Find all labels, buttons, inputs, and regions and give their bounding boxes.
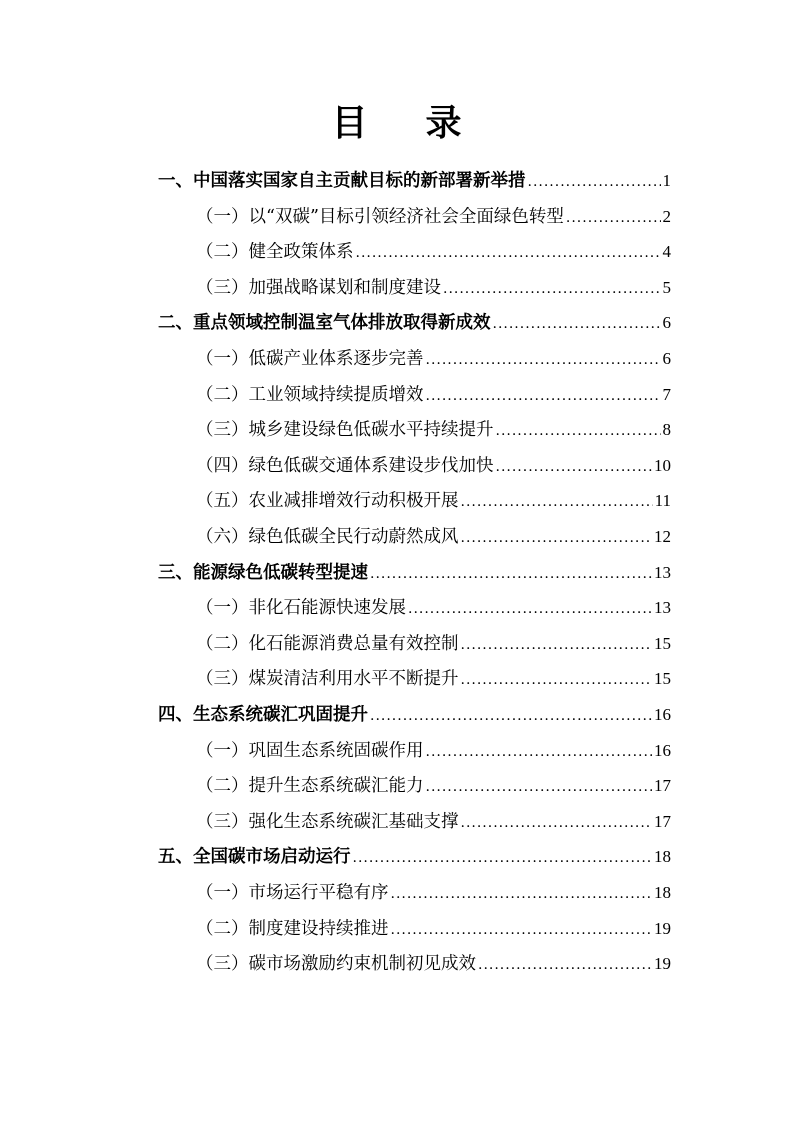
toc-dot-leader [426,775,653,799]
toc-entry-label: （三）城乡建设绿色低碳水平持续提升 [196,420,494,441]
page-title-char: 目 [331,102,368,144]
toc-dot-leader [391,918,653,942]
toc-dot-leader [408,597,652,621]
toc-dot-leader [461,668,653,692]
toc-subsection-entry[interactable] [196,810,671,834]
toc-entry-label: （三）煤炭清洁利用水平不断提升 [196,669,459,690]
toc-page-number: 13 [654,562,671,582]
toc-section-entry[interactable] [158,311,671,335]
toc-page-number: 17 [654,811,671,831]
toc-entry-label: （一）低碳产业体系逐步完善 [196,349,424,369]
toc-dot-leader [478,953,652,977]
toc-entry-label: （六）绿色低碳全民行动蔚然成风 [196,527,459,547]
toc-page-number: 19 [654,918,671,938]
toc-page-number: 4 [662,242,671,262]
toc-subsection-entry[interactable] [196,917,671,941]
toc-page-number: 8 [662,420,671,440]
toc-entry-label: （二）健全政策体系 [196,242,354,263]
toc-dot-leader [528,170,661,194]
toc-subsection-entry[interactable] [196,276,671,300]
toc-subsection-entry[interactable] [196,739,671,763]
toc-dot-leader [461,490,653,514]
toc-dot-leader [443,277,661,301]
toc-entry-label: 三、能源绿色低碳转型提速 [158,562,368,583]
toc-subsection-entry[interactable] [196,881,671,905]
toc-dot-leader [426,384,661,408]
toc-dot-leader [461,633,653,657]
toc-page-number: 6 [662,349,671,368]
toc-subsection-entry[interactable] [196,205,671,229]
toc-dot-leader [426,348,661,372]
toc-entry-label: （二）制度建设持续推进 [196,918,389,939]
toc-subsection-entry[interactable] [196,632,671,656]
toc-entry-label: （二）工业领域持续提质增效 [196,384,424,405]
toc-page-number: 18 [654,883,671,902]
toc-subsection-entry[interactable] [196,383,671,407]
toc-entry-label: （三）强化生态系统碳汇基础支撑 [196,811,459,832]
toc-dot-leader [370,704,652,728]
toc-dot-leader [566,206,661,230]
toc-page-number: 12 [654,527,671,546]
toc-page-number: 16 [654,740,671,760]
toc-entry-label: 五、全国碳市场启动运行 [158,847,351,868]
page-title-char: 录 [425,102,462,144]
toc-page-number: 1 [662,171,671,190]
toc-section-entry[interactable] [158,703,671,727]
toc-dot-leader [391,882,653,906]
toc-entry-label: （二）提升生态系统碳汇能力 [196,776,424,797]
toc-entry-label: （一）巩固生态系统固碳作用 [196,740,424,761]
toc-dot-leader [356,241,661,265]
toc-page-number: 2 [662,206,671,226]
toc-page-number: 5 [662,277,671,297]
toc-page-number: 13 [654,598,671,618]
toc-subsection-entry[interactable] [196,454,671,478]
toc-dot-leader [370,562,652,586]
toc-section-entry[interactable] [158,169,671,193]
toc-subsection-entry[interactable] [196,596,671,620]
toc-page-number: 19 [654,954,671,974]
toc-entry-label: （一）非化石能源快速发展 [196,598,406,619]
toc-page-number: 10 [654,455,671,475]
toc-dot-leader [461,811,653,835]
toc-page-number: 15 [654,669,671,689]
toc-entry-label: （三）碳市场激励约束机制初见成效 [196,954,476,975]
toc-page-number: 18 [654,847,671,867]
toc-entry-label: 四、生态系统碳汇巩固提升 [158,705,368,725]
toc-subsection-entry[interactable] [196,952,671,976]
page-title [0,95,793,146]
toc-page-number: 17 [654,776,671,796]
toc-entry-label: （四）绿色低碳交通体系建设步伐加快 [196,455,494,476]
toc-subsection-entry[interactable] [196,347,671,371]
toc-subsection-entry[interactable] [196,667,671,691]
toc-entry-label: （一）以“双碳”目标引领经济社会全面绿色转型 [196,206,564,227]
toc-subsection-entry[interactable] [196,240,671,264]
toc-page-number: 15 [654,633,671,653]
toc-section-entry[interactable] [158,561,671,585]
toc-entry-label: （五）农业减排增效行动积极开展 [196,491,459,512]
toc-dot-leader [461,526,653,550]
toc-entry-label: （一）市场运行平稳有序 [196,883,389,903]
toc-page-number: 6 [662,313,671,333]
toc-entry-label: 一、中国落实国家自主贡献目标的新部署新举措 [158,171,526,191]
toc-entry-label: 二、重点领域控制温室气体排放取得新成效 [158,313,491,334]
toc-page-number: 11 [654,491,671,511]
toc-dot-leader [353,846,653,870]
toc-subsection-entry[interactable] [196,774,671,798]
toc-subsection-entry[interactable] [196,489,671,513]
toc-page-number: 16 [654,705,671,724]
toc-entry-label: （三）加强战略谋划和制度建设 [196,277,441,298]
toc-page-number: 7 [662,384,671,404]
toc-section-entry[interactable] [158,845,671,869]
toc-subsection-entry[interactable] [196,418,671,442]
toc-dot-leader [496,419,661,443]
toc-entry-label: （二）化石能源消费总量有效控制 [196,633,459,654]
toc-dot-leader [493,312,661,336]
toc-subsection-entry[interactable] [196,525,671,549]
toc-dot-leader [426,740,653,764]
toc-dot-leader [496,455,653,479]
